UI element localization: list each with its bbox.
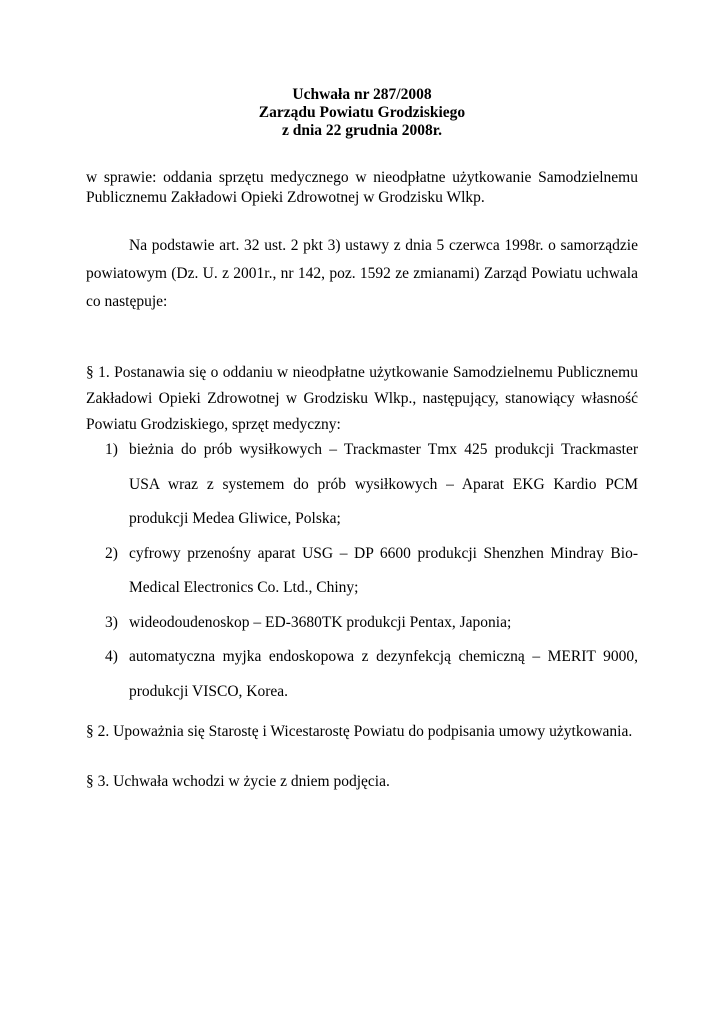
list-item-text: cyfrowy przenośny aparat USG – DP 6600 produkcji Shenzhen Mindray Bio-Medical Electronics Co. Ltd., Chiny; [129, 544, 638, 596]
list-item [86, 433, 638, 537]
subject-paragraph: w sprawie: oddania sprzętu medycznego w nieodpłatne użytkowanie Samodzielnemu Publicznemu Zakładowi Opieki Zdrowotnej w Grodzisku Wlkp. [86, 169, 638, 206]
list-item [86, 606, 638, 641]
section-3-paragraph: § 3. Uchwała wchodzi w życie z dniem podjęcia. [86, 773, 390, 790]
resolution-header [0, 86, 724, 140]
issuing-body: Zarządu Powiatu Grodziskiego [258, 104, 466, 121]
resolution-date: z dnia 22 grudnia 2008r. [281, 122, 443, 139]
list-item-number: 1) [105, 441, 118, 458]
list-item-text: bieżnia do prób wysiłkowych – Trackmaster Tmx 425 produkcji Trackmaster USA wraz z systemem do prób wysiłkowych – Aparat EKG Kardio PCM produkcji Medea Gliwice, Polska; [129, 441, 638, 527]
equipment-list [86, 433, 638, 709]
list-item-number: 3) [105, 613, 118, 631]
list-item-number: 2) [105, 544, 118, 562]
list-item-text: automatyczna myjka endoskopowa z dezynfekcją chemiczną – MERIT 9000, produkcji VISCO, Korea. [129, 648, 638, 700]
list-item-number: 4) [105, 648, 118, 665]
legal-basis-paragraph: Na podstawie art. 32 ust. 2 pkt 3) ustawy z dnia 5 czerwca 1998r. o samorządzie powiatowym (Dz. U. z 2001r., nr 142, poz. 1592 ze zmianami) Zarząd Powiatu uchwala co następuje: [86, 237, 638, 310]
list-item-text: wideodoudenoskop – ED-3680TK produkcji Pentax, Japonia; [129, 613, 512, 631]
section-1-intro: § 1. Postanawia się o oddaniu w nieodpłatne użytkowanie Samodzielnemu Publicznemu Zakładowi Opieki Zdrowotnej w Grodzisku Wlkp., następujący, stanowiący własność Powiatu Grodziskiego, sprzęt medyczny: [86, 364, 638, 433]
list-item [86, 537, 638, 606]
list-item [86, 640, 638, 709]
section-2-paragraph: § 2. Upoważnia się Starostę i Wicestarostę Powiatu do podpisania umowy użytkowania. [86, 723, 633, 740]
resolution-number: Uchwała nr 287/2008 [292, 86, 432, 103]
